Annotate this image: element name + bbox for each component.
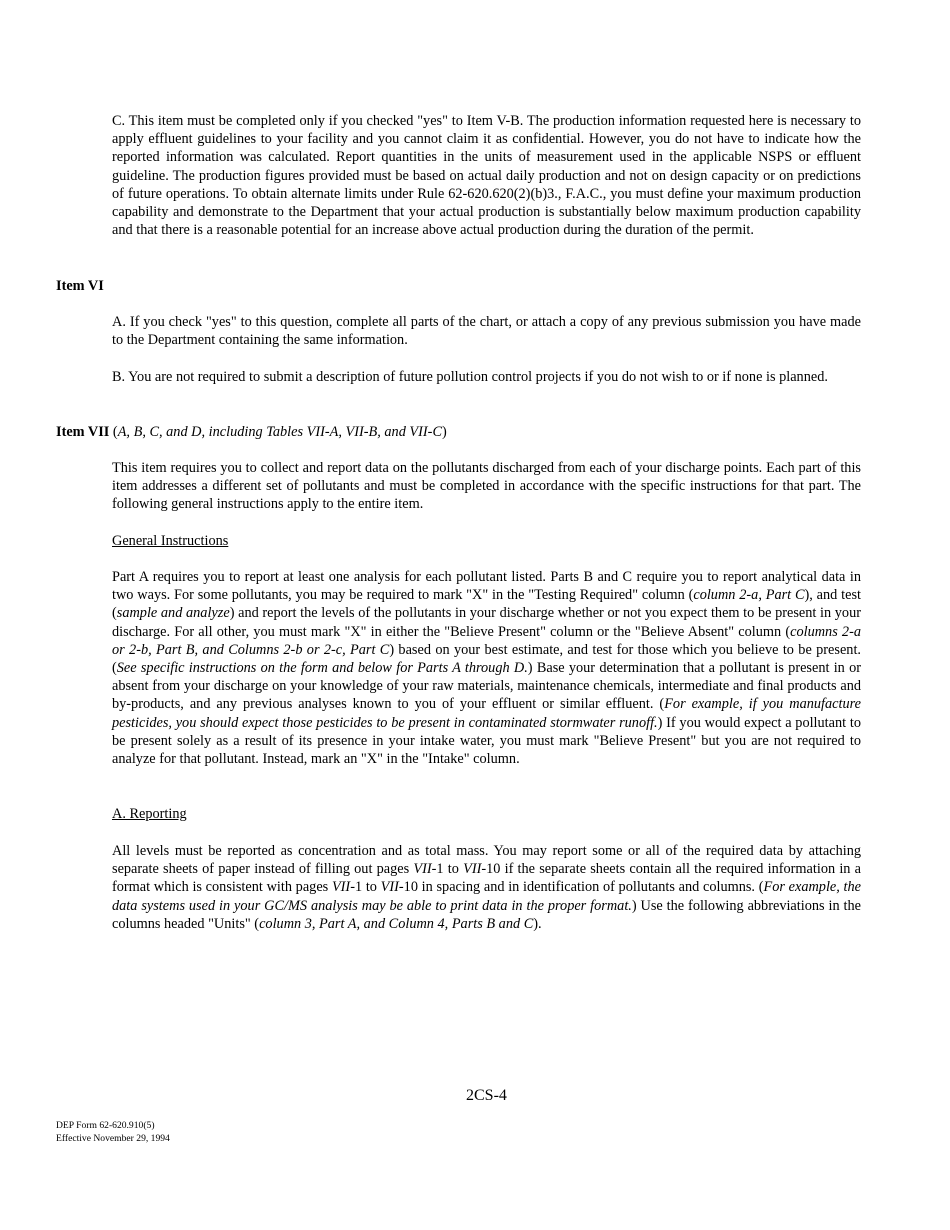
reporting-title: A. Reporting — [112, 806, 187, 822]
item6-b-paragraph: B. You are not required to submit a description of future pollution control projects if you do not wish to or if none is planned. — [112, 369, 828, 385]
item6-a-paragraph: A. If you check "yes" to this question, complete all parts of the chart, or attach a copy of any previous submission you have made to the Department containing the same information. — [112, 314, 861, 349]
form-footer — [56, 1120, 170, 1145]
item7-heading: Item VII (A, B, C, and D, including Tables VII-A, VII-B, and VII-C) — [56, 424, 447, 440]
page-number: 2CS-4 — [466, 1087, 507, 1104]
item5-c-paragraph: C. This item must be completed only if you checked "yes" to Item V-B. The production information requested here is necessary to apply effluent guidelines to your facility and you cannot claim it as confidential. However, you do not have to indicate how the reported information was calculated. Report quantities in the units of measurement used in the applicable NSPS or effluent guideline. The production figures provided must be based on actual daily production and not on design capacity or on predictions of future operations. To obtain alternate limits under Rule 62-620.620(2)(b)3., F.A.C., you must define your maximum production capability and demonstrate to the Department that your actual production is substantially below maximum production capability and that there is a reasonable potential for an increase above actual production during the duration of the permit. — [112, 113, 861, 239]
item6-heading: Item VI — [56, 278, 104, 294]
general-instructions-paragraph: Part A requires you to report at least one analysis for each pollutant listed. Parts B and C require you to report analytical data in two ways. For some pollutants, you may be required to mark "X" in the "Testing Required" column (column 2-a, Part C), and test (sample and analyze) and report the levels of the pollutants in your discharge whether or not you expect them to be present in your discharge. For all other, you must mark "X" in either the "Believe Present" column or the "Believe Absent" column (columns 2-a or 2-b, Part B, and Columns 2-b or 2-c, Part C) based on your best estimate, and test for those which you believe to be present. (See specific instructions on the form and below for Parts A through D.) Base your determination that a pollutant is present in or absent from your discharge on your knowledge of your raw materials, maintenance chemicals, intermediate and final products and by-products, and any previous analyses known to you of your effluent or similar effluent. (For example, if you manufacture pesticides, you should expect those pesticides to be present in contaminated stormwater runoff.) If you would expect a pollutant to be present solely as a result of its presence in your intake water, you must mark "Believe Present" but you are not required to analyze for that pollutant. Instead, mark an "X" in the "Intake" column. — [112, 569, 862, 768]
form-effective-date: Effective November 29, 1994 — [56, 1132, 170, 1144]
reporting-paragraph: All levels must be reported as concentration and as total mass. You may report some or all of the required data by attaching separate sheets of paper instead of filling out pages VII-1 to VII-10 if the separate sheets contain all the required information in a format which is consistent with pages VII-1 to VII-10 in spacing and in identification of pollutants and columns. (For example, the data systems used in your GC/MS analysis may be able to print data in the proper format.) Use the following abbreviations in the columns headed "Units" (column 3, Part A, and Column 4, Parts B and C). — [112, 843, 862, 932]
general-instructions-title: General Instructions — [112, 533, 229, 549]
form-number: DEP Form 62-620.910(5) — [56, 1120, 155, 1131]
item7-heading-label: Item VII — [56, 424, 110, 440]
item7-intro-paragraph: This item requires you to collect and report data on the pollutants discharged from each of your discharge points. Each part of this item addresses a different set of pollutants and must be completed in accordance with the specific instructions for that part. The following general instructions apply to the entire item. — [112, 460, 861, 513]
